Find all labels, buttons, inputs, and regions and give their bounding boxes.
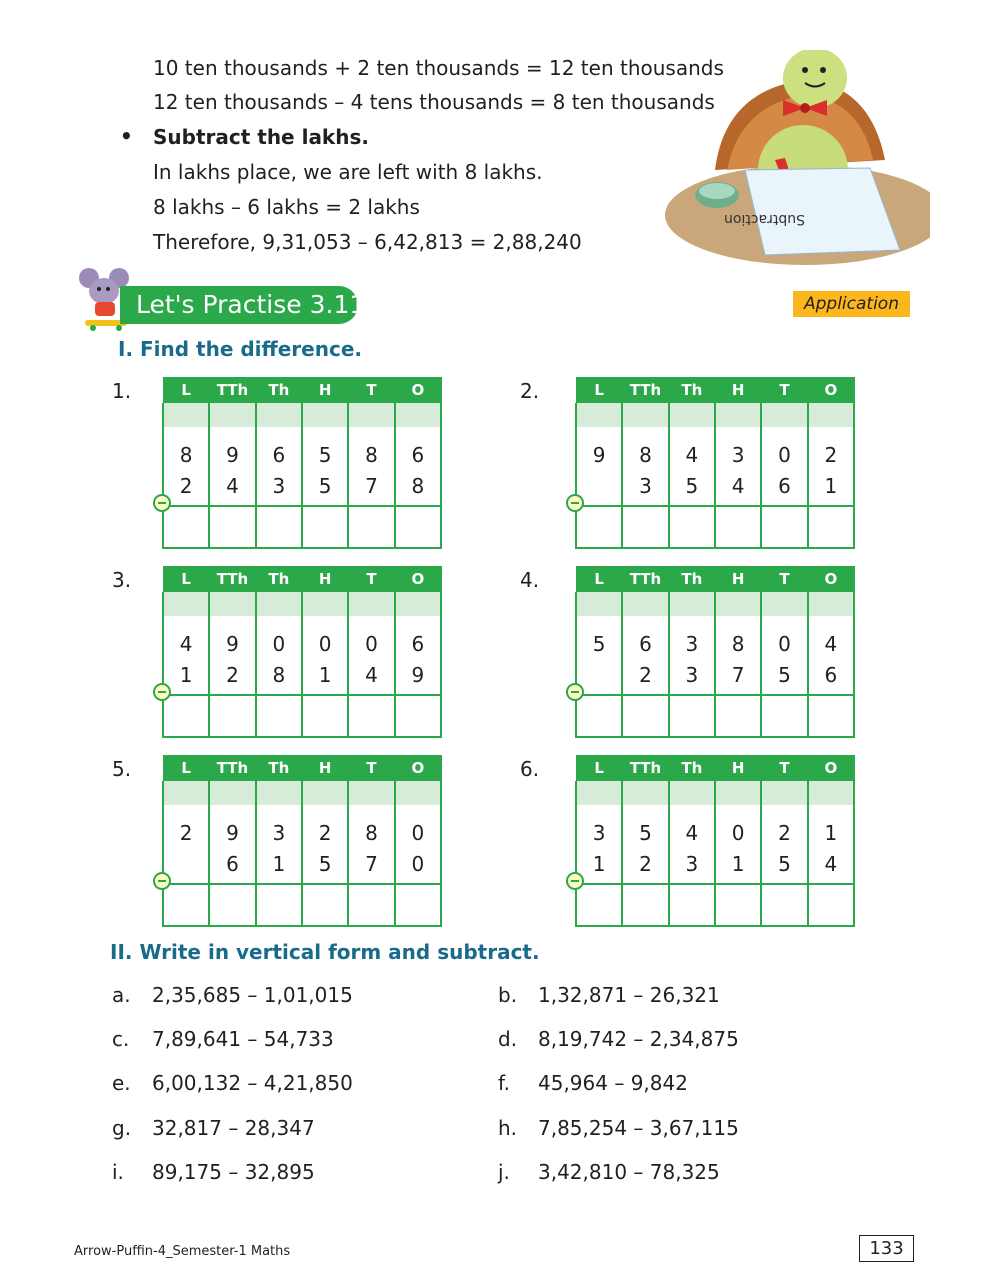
minuend-digit: 9 — [209, 616, 255, 656]
column-header: O — [808, 755, 854, 781]
minuend-digit: 8 — [348, 427, 394, 467]
minuend-row — [576, 616, 854, 656]
minuend-digit: 8 — [348, 805, 394, 845]
shaded-cell — [395, 781, 441, 805]
minuend-digit: 8 — [622, 427, 668, 467]
subtrahend-digit: 9 — [395, 656, 441, 695]
answer-cell[interactable] — [302, 506, 348, 548]
table-header-row — [163, 377, 441, 403]
column-header: O — [808, 566, 854, 592]
minuend-row — [163, 616, 441, 656]
answer-cell[interactable] — [209, 506, 255, 548]
subtrahend-digit: 4 — [715, 467, 761, 506]
minuend-digit: 6 — [622, 616, 668, 656]
minuend-digit: 9 — [209, 805, 255, 845]
exercise-item-c — [112, 1027, 334, 1051]
shaded-cell — [576, 592, 622, 616]
minuend-digit: 5 — [576, 616, 622, 656]
item-expression: 89,175 – 32,895 — [152, 1160, 315, 1184]
place-value-table — [575, 566, 855, 738]
item-label: g. — [112, 1116, 132, 1140]
minus-sign-icon — [153, 494, 171, 512]
answer-cell[interactable] — [256, 695, 302, 737]
shaded-cell — [669, 403, 715, 427]
answer-cell[interactable] — [576, 695, 622, 737]
item-expression: 45,964 – 9,842 — [538, 1071, 688, 1095]
subtrahend-digit: 1 — [576, 845, 622, 884]
minuend-digit: 6 — [395, 616, 441, 656]
shaded-cell — [715, 592, 761, 616]
subtrahend-digit: 6 — [808, 656, 854, 695]
answer-row — [163, 506, 441, 548]
answer-cell[interactable] — [348, 695, 394, 737]
shaded-cell — [761, 592, 807, 616]
subtrahend-digit: 8 — [395, 467, 441, 506]
subtrahend-row — [576, 845, 854, 884]
answer-row — [163, 884, 441, 926]
answer-cell[interactable] — [256, 506, 302, 548]
answer-cell[interactable] — [576, 506, 622, 548]
shaded-cell — [715, 781, 761, 805]
bullet-title: Subtract the lakhs. — [153, 125, 369, 149]
subtrahend-digit: 6 — [761, 467, 807, 506]
subtrahend-digit: 1 — [163, 656, 209, 695]
column-header: Th — [669, 755, 715, 781]
footer-book-title: Arrow-Puffin-4_Semester-1 Maths — [74, 1244, 291, 1259]
answer-cell[interactable] — [348, 506, 394, 548]
subtrahend-digit: 4 — [808, 845, 854, 884]
minuend-digit: 4 — [669, 805, 715, 845]
problem-number: 3. — [112, 568, 132, 592]
column-header: T — [761, 377, 807, 403]
column-header: H — [302, 377, 348, 403]
item-expression: 8,19,742 – 2,34,875 — [538, 1027, 739, 1051]
subtrahend-digit: 1 — [715, 845, 761, 884]
minuend-digit: 0 — [348, 616, 394, 656]
subtrahend-digit: 3 — [669, 656, 715, 695]
item-expression: 6,00,132 – 4,21,850 — [152, 1071, 353, 1095]
item-label: b. — [498, 983, 518, 1007]
place-value-table — [162, 566, 442, 738]
minuend-digit: 3 — [256, 805, 302, 845]
shaded-row — [576, 592, 854, 616]
subtrahend-digit: 5 — [669, 467, 715, 506]
column-header: Th — [256, 377, 302, 403]
answer-cell[interactable] — [163, 695, 209, 737]
shaded-cell — [163, 403, 209, 427]
answer-cell[interactable] — [669, 695, 715, 737]
subtrahend-digit: 7 — [348, 467, 394, 506]
minuend-digit: 0 — [395, 805, 441, 845]
shaded-cell — [622, 781, 668, 805]
minuend-digit: 5 — [622, 805, 668, 845]
subtrahend-row — [163, 467, 441, 506]
shaded-cell — [669, 592, 715, 616]
subtrahend-digit: 5 — [761, 656, 807, 695]
problem-number: 4. — [520, 568, 540, 592]
minuend-digit: 9 — [576, 427, 622, 467]
item-expression: 7,89,641 – 54,733 — [152, 1027, 334, 1051]
column-header: T — [761, 755, 807, 781]
subtrahend-digit: 5 — [761, 845, 807, 884]
answer-row — [163, 695, 441, 737]
minuend-digit: 2 — [808, 427, 854, 467]
column-header: Th — [256, 566, 302, 592]
subtrahend-digit: 7 — [715, 656, 761, 695]
answer-cell[interactable] — [163, 884, 209, 926]
table-header-row — [163, 566, 441, 592]
shaded-cell — [256, 592, 302, 616]
answer-cell[interactable] — [808, 884, 854, 926]
shaded-row — [163, 403, 441, 427]
minuend-digit: 3 — [715, 427, 761, 467]
shaded-cell — [302, 403, 348, 427]
subtrahend-row — [163, 656, 441, 695]
shaded-cell — [302, 592, 348, 616]
item-label: d. — [498, 1027, 518, 1051]
subtrahend-digit: 6 — [209, 845, 255, 884]
answer-cell[interactable] — [395, 506, 441, 548]
intro-line-3: In lakhs place, we are left with 8 lakhs. — [153, 160, 543, 184]
subtrahend-digit: 5 — [302, 845, 348, 884]
exercise-item-d — [498, 1027, 739, 1051]
exercise-item-i — [112, 1160, 315, 1184]
minus-sign-icon — [566, 683, 584, 701]
item-expression: 2,35,685 – 1,01,015 — [152, 983, 353, 1007]
subtrahend-row — [576, 467, 854, 506]
turtle-illustration — [655, 50, 930, 275]
item-label: i. — [112, 1160, 124, 1184]
shaded-cell — [348, 592, 394, 616]
minus-sign-icon — [566, 494, 584, 512]
item-label: f. — [498, 1071, 510, 1095]
intro-line-5: Therefore, 9,31,053 – 6,42,813 = 2,88,240 — [153, 230, 582, 254]
answer-cell[interactable] — [348, 884, 394, 926]
shaded-cell — [622, 592, 668, 616]
subtrahend-digit: 2 — [622, 656, 668, 695]
shaded-cell — [576, 403, 622, 427]
shaded-cell — [348, 403, 394, 427]
column-header: H — [715, 566, 761, 592]
item-label: j. — [498, 1160, 510, 1184]
subtrahend-digit: 4 — [209, 467, 255, 506]
item-label: a. — [112, 983, 131, 1007]
answer-cell[interactable] — [302, 695, 348, 737]
minuend-row — [576, 427, 854, 467]
answer-cell[interactable] — [669, 884, 715, 926]
answer-row — [576, 884, 854, 926]
subtrahend-digit: 5 — [302, 467, 348, 506]
column-header: L — [163, 566, 209, 592]
shaded-row — [576, 403, 854, 427]
minus-sign-icon — [153, 872, 171, 890]
subtrahend-row — [576, 656, 854, 695]
answer-cell[interactable] — [715, 695, 761, 737]
column-header: O — [808, 377, 854, 403]
paper-text: Subtraction — [724, 211, 805, 227]
shaded-cell — [576, 781, 622, 805]
shaded-cell — [395, 403, 441, 427]
subtrahend-digit: 3 — [669, 845, 715, 884]
minuend-digit: 4 — [669, 427, 715, 467]
subtrahend-digit: 4 — [348, 656, 394, 695]
subtrahend-digit: 0 — [395, 845, 441, 884]
column-header: TTh — [209, 755, 255, 781]
column-header: TTh — [209, 377, 255, 403]
shaded-cell — [622, 403, 668, 427]
intro-line-1: 10 ten thousands + 2 ten thousands = 12 ten thousands — [153, 56, 724, 80]
place-value-table — [162, 377, 442, 549]
exercise-item-j — [498, 1160, 720, 1184]
shaded-cell — [163, 592, 209, 616]
minus-sign-icon — [153, 683, 171, 701]
minuend-digit: 6 — [256, 427, 302, 467]
minuend-row — [576, 805, 854, 845]
item-expression: 1,32,871 – 26,321 — [538, 983, 720, 1007]
subtrahend-digit: 3 — [622, 467, 668, 506]
answer-cell[interactable] — [395, 695, 441, 737]
shaded-cell — [395, 592, 441, 616]
answer-cell[interactable] — [622, 884, 668, 926]
item-label: h. — [498, 1116, 518, 1140]
column-header: T — [348, 755, 394, 781]
column-header: L — [163, 377, 209, 403]
column-header: TTh — [622, 755, 668, 781]
minuend-digit: 0 — [302, 616, 348, 656]
answer-cell[interactable] — [209, 695, 255, 737]
exercise-item-a — [112, 983, 353, 1007]
answer-cell[interactable] — [715, 884, 761, 926]
shaded-cell — [348, 781, 394, 805]
subtrahend-digit: 1 — [808, 467, 854, 506]
column-header: H — [302, 755, 348, 781]
problem-number: 5. — [112, 757, 132, 781]
shaded-cell — [209, 403, 255, 427]
place-value-table — [162, 755, 442, 927]
minuend-digit: 0 — [761, 427, 807, 467]
answer-row — [576, 695, 854, 737]
column-header: TTh — [622, 377, 668, 403]
shaded-cell — [808, 403, 854, 427]
minuend-digit: 2 — [761, 805, 807, 845]
column-header: H — [715, 377, 761, 403]
item-label: e. — [112, 1071, 131, 1095]
shaded-cell — [669, 781, 715, 805]
column-header: O — [395, 377, 441, 403]
minuend-digit: 1 — [808, 805, 854, 845]
column-header: H — [302, 566, 348, 592]
column-header: O — [395, 755, 441, 781]
minuend-digit: 5 — [302, 427, 348, 467]
answer-cell[interactable] — [715, 506, 761, 548]
minus-sign-icon — [566, 872, 584, 890]
shaded-cell — [808, 592, 854, 616]
table-header-row — [576, 755, 854, 781]
subtrahend-row — [163, 845, 441, 884]
page-number: 133 — [859, 1235, 914, 1262]
exercise-item-f — [498, 1071, 688, 1095]
shaded-cell — [256, 781, 302, 805]
answer-cell[interactable] — [808, 695, 854, 737]
item-expression: 3,42,810 – 78,325 — [538, 1160, 720, 1184]
answer-cell[interactable] — [622, 695, 668, 737]
exercise-item-g — [112, 1116, 315, 1140]
column-header: T — [348, 377, 394, 403]
subtrahend-digit: 2 — [163, 467, 209, 506]
column-header: H — [715, 755, 761, 781]
column-header: L — [163, 755, 209, 781]
minuend-digit: 6 — [395, 427, 441, 467]
column-header: O — [395, 566, 441, 592]
problem-number: 6. — [520, 757, 540, 781]
shaded-row — [163, 781, 441, 805]
answer-row — [576, 506, 854, 548]
column-header: T — [761, 566, 807, 592]
column-header: TTh — [622, 566, 668, 592]
column-header: L — [576, 377, 622, 403]
minuend-digit: 0 — [715, 805, 761, 845]
problem-number: 1. — [112, 379, 132, 403]
minuend-digit: 3 — [669, 616, 715, 656]
section-1-heading: I. Find the difference. — [118, 337, 362, 361]
shaded-cell — [761, 403, 807, 427]
minuend-digit: 3 — [576, 805, 622, 845]
table-header-row — [576, 566, 854, 592]
subtrahend-digit: 8 — [256, 656, 302, 695]
subtrahend-digit: 3 — [256, 467, 302, 506]
exercise-item-e — [112, 1071, 353, 1095]
item-expression: 32,817 – 28,347 — [152, 1116, 315, 1140]
table-header-row — [576, 377, 854, 403]
answer-cell[interactable] — [808, 506, 854, 548]
intro-line-4: 8 lakhs – 6 lakhs = 2 lakhs — [153, 195, 420, 219]
shaded-cell — [761, 781, 807, 805]
minuend-digit: 2 — [163, 805, 209, 845]
shaded-cell — [209, 781, 255, 805]
answer-cell[interactable] — [395, 884, 441, 926]
answer-cell[interactable] — [761, 695, 807, 737]
shaded-cell — [256, 403, 302, 427]
column-header: Th — [256, 755, 302, 781]
table-header-row — [163, 755, 441, 781]
item-expression: 7,85,254 – 3,67,115 — [538, 1116, 739, 1140]
exercise-item-h — [498, 1116, 739, 1140]
intro-line-2: 12 ten thousands – 4 tens thousands = 8 ten thousands — [153, 90, 715, 114]
minuend-digit: 2 — [302, 805, 348, 845]
minuend-digit: 0 — [761, 616, 807, 656]
column-header: T — [348, 566, 394, 592]
answer-cell[interactable] — [761, 884, 807, 926]
shaded-row — [163, 592, 441, 616]
answer-cell[interactable] — [209, 884, 255, 926]
subtrahend-digit: 1 — [302, 656, 348, 695]
bullet-dot: • — [120, 124, 133, 148]
minuend-digit: 8 — [163, 427, 209, 467]
section-2-heading: II. Write in vertical form and subtract. — [110, 940, 540, 964]
item-label: c. — [112, 1027, 130, 1051]
minuend-digit: 9 — [209, 427, 255, 467]
exercise-item-b — [498, 983, 720, 1007]
place-value-table — [575, 377, 855, 549]
answer-cell[interactable] — [302, 884, 348, 926]
minuend-digit: 4 — [163, 616, 209, 656]
subtrahend-digit: 7 — [348, 845, 394, 884]
answer-cell[interactable] — [669, 506, 715, 548]
practise-banner: Let's Practise 3.11 — [120, 286, 358, 324]
answer-cell[interactable] — [622, 506, 668, 548]
shaded-cell — [209, 592, 255, 616]
problem-number: 2. — [520, 379, 540, 403]
shaded-cell — [715, 403, 761, 427]
subtrahend-digit: 2 — [209, 656, 255, 695]
minuend-digit: 8 — [715, 616, 761, 656]
subtrahend-digit: 2 — [622, 845, 668, 884]
shaded-cell — [808, 781, 854, 805]
column-header: Th — [669, 566, 715, 592]
shaded-cell — [302, 781, 348, 805]
column-header: L — [576, 566, 622, 592]
answer-cell[interactable] — [576, 884, 622, 926]
column-header: Th — [669, 377, 715, 403]
answer-cell[interactable] — [256, 884, 302, 926]
answer-cell[interactable] — [163, 506, 209, 548]
minuend-row — [163, 805, 441, 845]
shaded-row — [576, 781, 854, 805]
column-header: TTh — [209, 566, 255, 592]
minuend-digit: 0 — [256, 616, 302, 656]
subtrahend-digit: 1 — [256, 845, 302, 884]
place-value-table — [575, 755, 855, 927]
minuend-digit: 4 — [808, 616, 854, 656]
answer-cell[interactable] — [761, 506, 807, 548]
column-header: L — [576, 755, 622, 781]
application-tag: Application — [793, 291, 910, 317]
minuend-row — [163, 427, 441, 467]
shaded-cell — [163, 781, 209, 805]
